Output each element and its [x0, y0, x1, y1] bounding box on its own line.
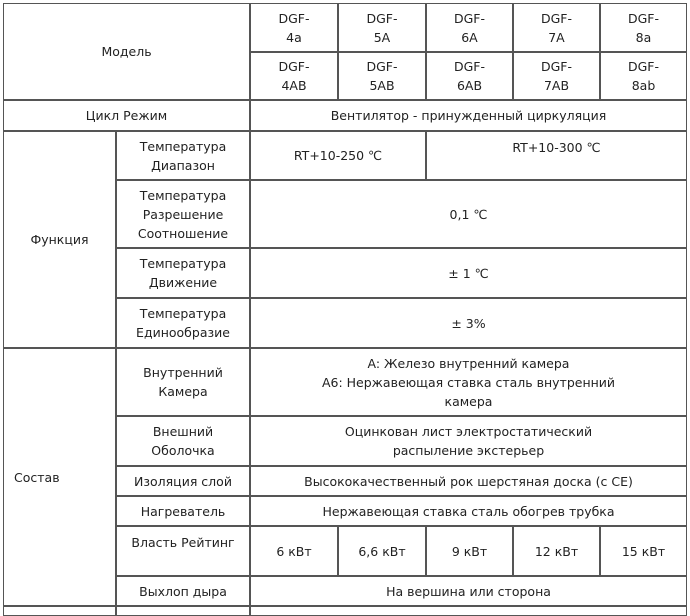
power-value: 9 кВт: [426, 526, 513, 576]
insulation-value: Высококачественный рок шерстяная доска (с CE): [250, 466, 687, 496]
next-row-value: [250, 606, 687, 616]
heater-value: Нержавеющая ставка сталь обогрев трубка: [250, 496, 687, 526]
outer-shell-value: Оцинкован лист электростатический распыление экстерьер: [250, 416, 687, 466]
model-cell: DGF- 5AB: [338, 52, 426, 100]
temp-range-label: Температура Диапазон: [116, 131, 250, 180]
model-cell: DGF- 6AB: [426, 52, 513, 100]
model-cell: DGF- 7AB: [513, 52, 600, 100]
cycle-label: Цикл Режим: [3, 100, 250, 131]
temp-range-value-a: RT+10-250 ℃: [250, 131, 426, 180]
model-cell: DGF- 8ab: [600, 52, 687, 100]
model-cell: DGF- 4a: [250, 3, 338, 52]
temp-resolution-value: 0,1 ℃: [250, 180, 687, 248]
cycle-value: Вентилятор - принужденный циркуляция: [250, 100, 687, 131]
model-cell: DGF- 8a: [600, 3, 687, 52]
insulation-label: Изоляция слой: [116, 466, 250, 496]
inner-chamber-value: A: Железо внутренний камера А6: Нержавеющая ставка сталь внутренний камера: [250, 348, 687, 416]
composition-label: Состав: [3, 348, 116, 606]
power-value: 15 кВт: [600, 526, 687, 576]
next-row-label: [116, 606, 250, 616]
temp-range-value-b: RT+10-300 ℃: [426, 131, 687, 180]
model-label: Модель: [3, 3, 250, 100]
temp-movement-value: ± 1 ℃: [250, 248, 687, 298]
model-cell: DGF- 5A: [338, 3, 426, 52]
exhaust-label: Выхлоп дыра: [116, 576, 250, 606]
temp-uniformity-value: ± 3%: [250, 298, 687, 348]
power-value: 6 кВт: [250, 526, 338, 576]
model-cell: DGF- 4AB: [250, 52, 338, 100]
inner-chamber-label: Внутренний Камера: [116, 348, 250, 416]
power-value: 12 кВт: [513, 526, 600, 576]
outer-shell-label: Внешний Оболочка: [116, 416, 250, 466]
function-label: Функция: [3, 131, 116, 348]
next-row-group: [3, 606, 116, 616]
model-cell: DGF- 7A: [513, 3, 600, 52]
temp-movement-label: Температура Движение: [116, 248, 250, 298]
temp-resolution-label: Температура Разрешение Соотношение: [116, 180, 250, 248]
exhaust-value: На вершина или сторона: [250, 576, 687, 606]
power-rating-label: Власть Рейтинг: [116, 526, 250, 576]
model-cell: DGF- 6A: [426, 3, 513, 52]
power-value: 6,6 кВт: [338, 526, 426, 576]
heater-label: Нагреватель: [116, 496, 250, 526]
temp-uniformity-label: Температура Единообразие: [116, 298, 250, 348]
